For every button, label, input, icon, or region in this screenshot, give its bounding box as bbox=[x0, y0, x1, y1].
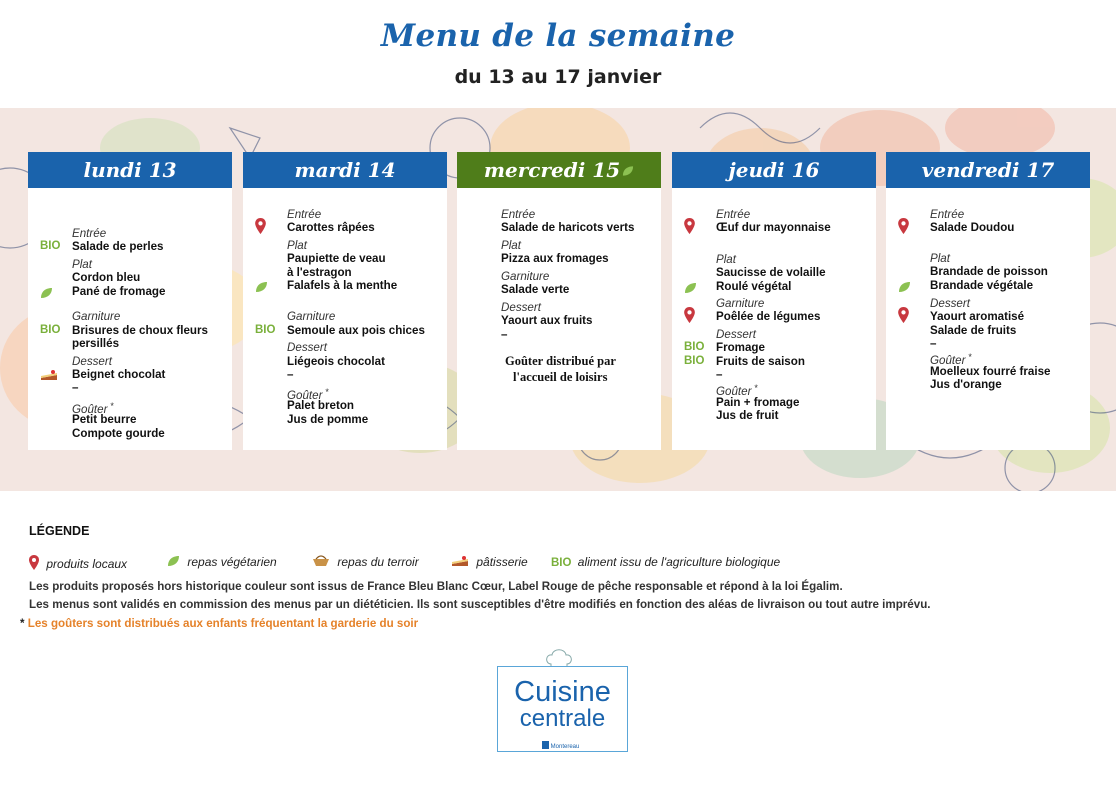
line-text: Fromage bbox=[716, 341, 765, 354]
line-text: Saucisse de volaille bbox=[716, 266, 826, 279]
legend-note-origin: Les produits proposés hors historique couleur sont issus de France Bleu Blanc Cœur, Label Rouge de pêche responsable et répond à la loi Égalim. bbox=[29, 580, 843, 593]
dish-name bbox=[501, 221, 634, 235]
diet-icon bbox=[684, 221, 695, 239]
course-label bbox=[716, 208, 750, 222]
logo-footer bbox=[542, 741, 579, 750]
dish-name bbox=[930, 337, 936, 351]
line-text: Goûter bbox=[72, 403, 108, 416]
diet-icon bbox=[255, 279, 268, 298]
line-text: Entrée bbox=[72, 227, 107, 240]
line-text: Jus d'orange bbox=[930, 378, 1002, 391]
course-label bbox=[930, 252, 950, 266]
line-text: Brisures de choux fleurs bbox=[72, 324, 208, 337]
line-text: Paupiette de veau bbox=[287, 252, 386, 265]
line-text: Goûter bbox=[716, 385, 752, 398]
course-label bbox=[501, 270, 549, 284]
asterisk: * bbox=[20, 617, 25, 630]
map-pin-icon bbox=[684, 218, 695, 234]
legend-title: LÉGENDE bbox=[29, 524, 90, 538]
dish-name bbox=[72, 337, 119, 351]
dish-name bbox=[716, 368, 722, 382]
line-text: Brandade de poisson bbox=[930, 265, 1048, 278]
dish-name bbox=[716, 266, 826, 280]
diet-icon bbox=[898, 310, 909, 328]
leaf-icon bbox=[40, 287, 53, 299]
line-text: Dessert bbox=[72, 355, 112, 368]
dish-name bbox=[930, 324, 1016, 338]
legend-note-validation: Les menus sont validés en commission des menus par un diététicien. Ils sont susceptibles d'être modifiés en fonction des aléas de livraison ou tout autre imprévu. bbox=[29, 598, 931, 611]
course-label bbox=[501, 208, 535, 222]
page-subtitle: du 13 au 17 janvier bbox=[454, 66, 662, 88]
line-text: l'accueil de loisirs bbox=[513, 370, 608, 384]
line-text: Fruits de saison bbox=[716, 355, 805, 368]
page-title: Menu de la semaine bbox=[380, 18, 736, 54]
day-name: mardi 14 bbox=[294, 158, 396, 182]
line-text: Carottes râpées bbox=[287, 221, 375, 234]
day-card bbox=[886, 152, 1090, 450]
asterisk: * bbox=[322, 387, 329, 397]
legend-veg-label: repas végétarien bbox=[187, 555, 277, 569]
leaf-icon bbox=[684, 282, 697, 294]
diet-icon bbox=[255, 324, 275, 338]
diet-icon bbox=[40, 285, 53, 304]
dish-name bbox=[287, 413, 368, 427]
line-text: Cordon bleu bbox=[72, 271, 141, 284]
diet-icon bbox=[684, 310, 695, 328]
cuisine-centrale-logo bbox=[497, 666, 628, 752]
bio-badge: BIO bbox=[40, 240, 61, 252]
map-pin-icon bbox=[898, 218, 909, 234]
line-text: Œuf dur mayonnaise bbox=[716, 221, 831, 234]
legend-bio bbox=[551, 555, 780, 569]
line-text: – bbox=[287, 368, 294, 381]
logo-footer-text: Montereau bbox=[550, 744, 580, 750]
dish-name bbox=[72, 285, 165, 299]
dish-name bbox=[501, 252, 609, 266]
dish-name bbox=[716, 221, 831, 235]
diet-icon bbox=[255, 221, 266, 239]
bio-badge: BIO bbox=[684, 341, 705, 353]
line-text: Garniture bbox=[501, 270, 550, 283]
day-name: vendredi 17 bbox=[921, 158, 1055, 182]
legend-pastry-label: pâtisserie bbox=[476, 555, 528, 569]
dish-name bbox=[716, 355, 805, 369]
dish-name bbox=[930, 265, 1048, 279]
line-text: Plat bbox=[501, 239, 521, 252]
line-text: Palet breton bbox=[287, 399, 354, 412]
legend-bio-label: aliment issu de l'agriculture biologique bbox=[577, 555, 781, 569]
dish-name bbox=[501, 283, 569, 297]
line-text: Plat bbox=[72, 258, 92, 271]
line-text: Entrée bbox=[287, 208, 322, 221]
line-text: Goûter bbox=[287, 389, 323, 402]
day-header bbox=[457, 152, 661, 188]
line-text: Salade de perles bbox=[72, 240, 164, 253]
line-text: Entrée bbox=[716, 208, 751, 221]
line-text: Yaourt aux fruits bbox=[501, 314, 593, 327]
dish-name bbox=[72, 413, 136, 427]
line-text: Beignet chocolat bbox=[72, 368, 166, 381]
course-label bbox=[501, 301, 541, 315]
line-text: Dessert bbox=[501, 301, 541, 314]
line-text: – bbox=[501, 328, 508, 341]
dish-name bbox=[930, 279, 1033, 293]
line-text: Liégeois chocolat bbox=[287, 355, 385, 368]
line-text: Semoule aux pois chices bbox=[287, 324, 425, 337]
basket-icon bbox=[312, 555, 330, 567]
dish-name bbox=[930, 365, 1050, 379]
dish-name bbox=[716, 409, 779, 423]
leaf-icon bbox=[167, 555, 180, 567]
course-label bbox=[287, 310, 335, 324]
asterisk: * bbox=[107, 401, 114, 411]
dish-name bbox=[72, 240, 164, 254]
line-text: Garniture bbox=[287, 310, 336, 323]
line-text: Petit beurre bbox=[72, 413, 137, 426]
line-text: Jus de fruit bbox=[716, 409, 779, 422]
dish-name bbox=[930, 310, 1024, 324]
leaf-icon bbox=[622, 165, 634, 177]
legend-terroir-label: repas du terroir bbox=[337, 555, 419, 569]
course-label bbox=[716, 328, 756, 342]
day-card bbox=[457, 152, 661, 450]
cake-icon bbox=[40, 369, 58, 381]
crest-icon bbox=[542, 741, 549, 749]
line-text: Pizza aux fromages bbox=[501, 252, 609, 265]
line-text: Pain + fromage bbox=[716, 396, 800, 409]
day-card bbox=[243, 152, 447, 450]
line-text: Garniture bbox=[72, 310, 121, 323]
map-pin-icon bbox=[29, 555, 39, 570]
diet-icon bbox=[898, 221, 909, 239]
dish-name bbox=[72, 427, 165, 441]
dish-name bbox=[72, 324, 208, 338]
line-text: – bbox=[716, 368, 723, 381]
dish-name bbox=[716, 341, 765, 355]
line-text: Goûter bbox=[930, 354, 966, 367]
dish-name bbox=[716, 396, 799, 410]
course-label bbox=[501, 239, 521, 253]
dish-name bbox=[287, 368, 293, 382]
line-text: Dessert bbox=[716, 328, 756, 341]
day-header bbox=[672, 152, 876, 188]
line-text: Plat bbox=[930, 252, 950, 265]
diet-icon bbox=[40, 324, 60, 338]
map-pin-icon bbox=[255, 218, 266, 234]
line-text: Goûter distribué par bbox=[505, 354, 616, 368]
course-label bbox=[72, 227, 106, 241]
course-label bbox=[716, 253, 736, 267]
line-text: Dessert bbox=[287, 341, 327, 354]
legend-terroir bbox=[312, 555, 419, 569]
line-text: – bbox=[72, 381, 79, 394]
gouter-note bbox=[505, 355, 616, 369]
course-label bbox=[930, 208, 964, 222]
line-text: Yaourt aromatisé bbox=[930, 310, 1025, 323]
dish-name bbox=[72, 271, 140, 285]
diet-icon bbox=[40, 240, 60, 254]
bio-badge: BIO bbox=[255, 324, 276, 336]
legend-local-label: produits locaux bbox=[46, 557, 128, 571]
dish-name bbox=[930, 221, 1014, 235]
line-text: persillés bbox=[72, 337, 120, 350]
dish-name bbox=[287, 221, 375, 235]
line-text: Dessert bbox=[930, 297, 970, 310]
line-text: Brandade végétale bbox=[930, 279, 1034, 292]
day-header bbox=[886, 152, 1090, 188]
dish-name bbox=[287, 279, 397, 293]
diet-icon bbox=[40, 368, 58, 386]
line-text: Entrée bbox=[501, 208, 536, 221]
legend-pastry bbox=[451, 555, 528, 569]
course-label bbox=[72, 355, 112, 369]
dish-name bbox=[72, 368, 165, 382]
course-label bbox=[287, 239, 307, 253]
line-text: Salade de fruits bbox=[930, 324, 1017, 337]
line-text: Plat bbox=[716, 253, 736, 266]
line-text: Salade Doudou bbox=[930, 221, 1015, 234]
course-label bbox=[287, 208, 321, 222]
dish-name bbox=[930, 378, 1002, 392]
diet-icon bbox=[684, 280, 697, 299]
diet-icon bbox=[684, 355, 704, 369]
dish-name bbox=[501, 314, 592, 328]
day-card bbox=[28, 152, 232, 450]
logo-line-2: centrale bbox=[519, 705, 606, 732]
day-header bbox=[28, 152, 232, 188]
day-card bbox=[672, 152, 876, 450]
dish-name bbox=[501, 328, 507, 342]
dish-name bbox=[716, 280, 791, 294]
dish-name bbox=[716, 310, 820, 324]
diet-icon bbox=[898, 279, 911, 298]
line-text: Entrée bbox=[930, 208, 965, 221]
course-label bbox=[72, 310, 120, 324]
course-label bbox=[716, 297, 764, 311]
line-text: Salade verte bbox=[501, 283, 570, 296]
day-name: jeudi 16 bbox=[728, 158, 820, 182]
day-header bbox=[243, 152, 447, 188]
bio-badge: BIO bbox=[684, 355, 705, 367]
dish-name bbox=[287, 266, 352, 280]
dish-name bbox=[287, 252, 386, 266]
line-text: Plat bbox=[287, 239, 307, 252]
diet-icon bbox=[684, 341, 704, 355]
dish-name bbox=[287, 355, 385, 369]
logo-line-1: Cuisine bbox=[514, 676, 611, 708]
leaf-icon bbox=[898, 281, 911, 293]
line-text: Roulé végétal bbox=[716, 280, 792, 293]
legend-veg bbox=[167, 555, 277, 569]
legend-note-gouter-text: Les goûters sont distribués aux enfants fréquentant la garderie du soir bbox=[27, 617, 419, 630]
legend-local bbox=[29, 555, 127, 571]
course-label bbox=[287, 341, 327, 355]
map-pin-icon bbox=[684, 307, 695, 323]
line-text: Compote gourde bbox=[72, 427, 165, 440]
cake-icon bbox=[451, 555, 469, 567]
dish-name bbox=[287, 324, 425, 338]
day-name: mercredi 15 bbox=[483, 158, 621, 182]
map-pin-icon bbox=[898, 307, 909, 323]
bio-badge: BIO bbox=[551, 557, 572, 569]
line-text: Garniture bbox=[716, 297, 765, 310]
course-label bbox=[72, 258, 92, 272]
line-text: Moelleux fourré fraise bbox=[930, 365, 1051, 378]
line-text: – bbox=[930, 337, 937, 350]
line-text: à l'estragon bbox=[287, 266, 352, 279]
line-text: Pané de fromage bbox=[72, 285, 166, 298]
asterisk: * bbox=[965, 352, 972, 362]
course-label bbox=[930, 297, 970, 311]
line-text: Falafels à la menthe bbox=[287, 279, 398, 292]
legend-note-gouter bbox=[20, 617, 418, 630]
asterisk: * bbox=[751, 383, 758, 393]
dish-name bbox=[72, 381, 78, 395]
leaf-icon bbox=[255, 281, 268, 293]
line-text: Salade de haricots verts bbox=[501, 221, 635, 234]
line-text: Jus de pomme bbox=[287, 413, 369, 426]
day-name: lundi 13 bbox=[83, 158, 177, 182]
bio-badge: BIO bbox=[40, 324, 61, 336]
line-text: Poêlée de légumes bbox=[716, 310, 821, 323]
gouter-note bbox=[513, 371, 607, 385]
dish-name bbox=[287, 399, 354, 413]
